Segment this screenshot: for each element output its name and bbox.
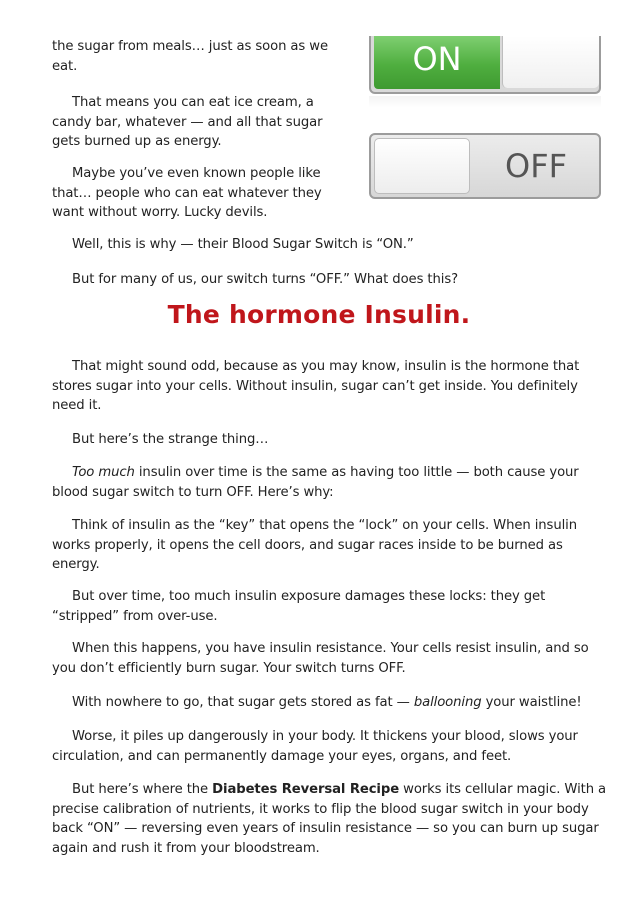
paragraph-13: Worse, it piles up dangerously in your body. It thickens your blood, slows your circulation, and can permanently damage your eyes, organs, and feet.: [52, 729, 578, 764]
paragraph-2: That means you can eat ice cream, a candy bar, whatever — and all that sugar gets burned up as energy.: [52, 95, 323, 150]
switch-reflection: [369, 96, 601, 108]
off-switch-image: [369, 133, 601, 199]
paragraph-8-text: insulin over time is the same as having too little — both cause your blood sugar switch to turn OFF. Here’s why:: [52, 465, 579, 500]
off-switch-knob: [374, 138, 470, 194]
paragraph-7: But here’s the strange thing…: [72, 432, 269, 447]
paragraph-12-text-b: your waistline!: [481, 695, 582, 710]
paragraph-4: Well, this is why — their Blood Sugar Switch is “ON.”: [72, 237, 414, 252]
on-switch-image: [369, 36, 601, 94]
emphasis-ballooning: ballooning: [413, 695, 482, 710]
section-heading: The hormone Insulin.: [167, 300, 471, 329]
paragraph-8: [52, 463, 612, 502]
on-switch-label: ON: [412, 40, 462, 78]
off-switch-label: OFF: [505, 147, 567, 185]
paragraph-14: [52, 780, 612, 858]
paragraph-9: Think of insulin as the “key” that opens the “lock” on your cells. When insulin works properly, it opens the cell doors, and sugar races inside to be burned as energy.: [52, 518, 577, 573]
paragraph-5: But for many of us, our switch turns “OFF.” What does this?: [72, 272, 458, 287]
paragraph-6: That might sound odd, because as you may know, insulin is the hormone that stores sugar into your cells. Without insulin, sugar can’t get inside. You definitely need it.: [52, 359, 580, 414]
paragraph-14-text-a: But here’s where the: [72, 782, 213, 797]
product-name: Diabetes Reversal Recipe: [212, 782, 400, 797]
paragraph-11: When this happens, you have insulin resistance. Your cells resist insulin, and so you don’t efficiently burn sugar. Your switch turns OFF.: [52, 641, 589, 676]
paragraph-14-text-b: works its cellular magic. With a precise calibration of nutrients, it works to flip the blood sugar switch in your body back “ON” — reversing even years of insulin resistance — so you can burn up sugar again and rush it from your bloodstream.: [52, 782, 607, 856]
paragraph-12: [52, 693, 612, 713]
paragraph-12-text-a: With nowhere to go, that sugar gets stored as fat —: [72, 695, 414, 710]
emphasis-too-much: Too much: [72, 465, 135, 480]
on-switch-knob: [502, 36, 599, 88]
paragraph-10: But over time, too much insulin exposure damages these locks: they get “stripped” from over-use.: [52, 589, 546, 624]
paragraph-3: Maybe you’ve even known people like that… people who can eat whatever they want without worry. Lucky devils.: [52, 166, 322, 221]
paragraph-1: the sugar from meals… just as soon as we eat.: [52, 39, 328, 74]
